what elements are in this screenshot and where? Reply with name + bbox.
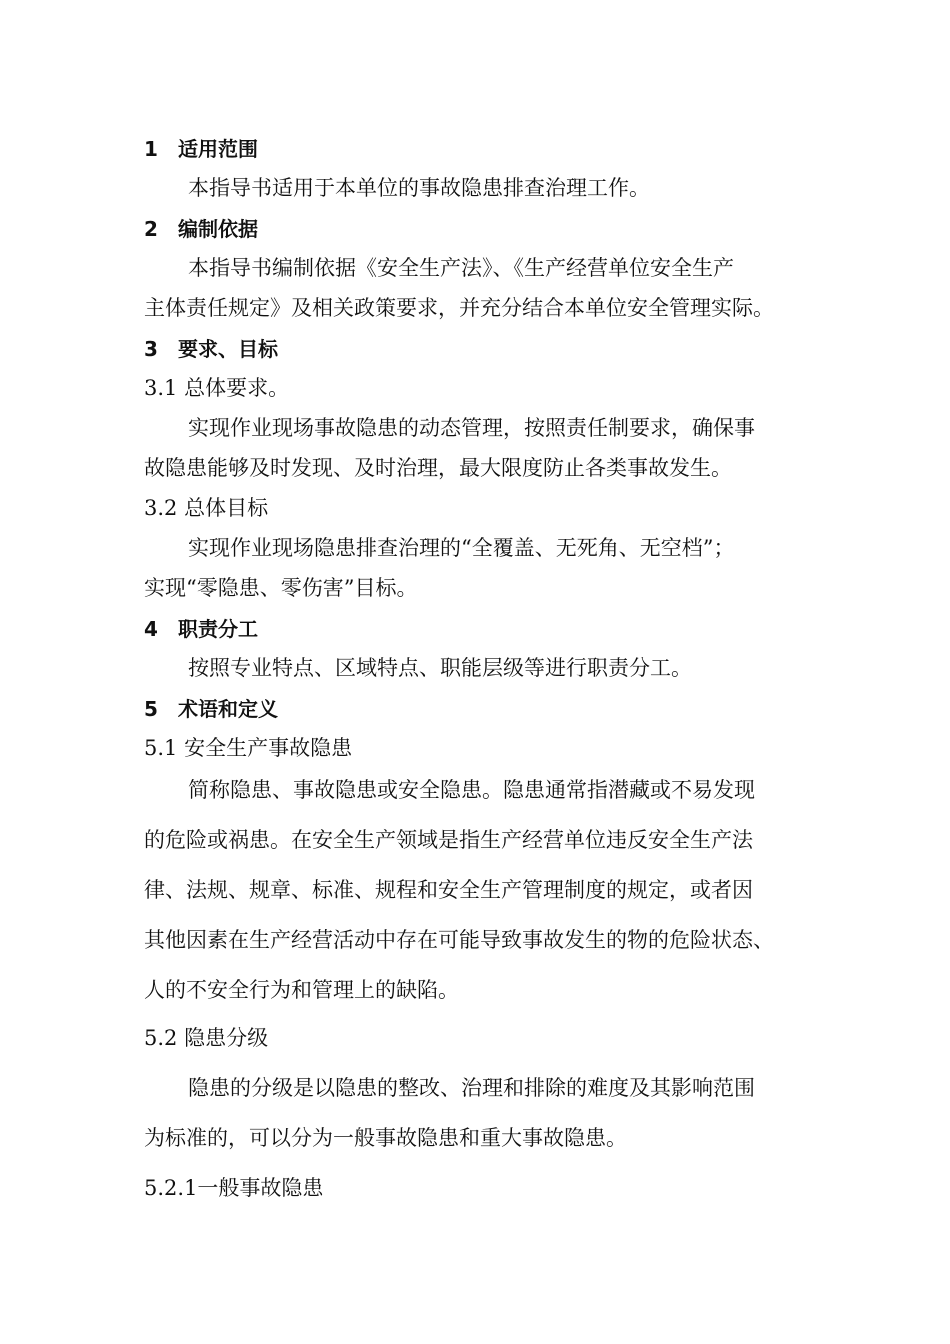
paragraph-line: 其他因素在生产经营活动中存在可能导致事故发生的物的危险状态、 bbox=[144, 928, 774, 952]
subsection-title: 3.1 总体要求。 bbox=[144, 376, 290, 400]
section-title: 要求、目标 bbox=[178, 337, 278, 361]
paragraph-line: 为标准的，可以分为一般事故隐患和重大事故隐患。 bbox=[144, 1126, 627, 1150]
paragraph-line: 实现作业现场隐患排查治理的“全覆盖、无死角、无空档”； bbox=[188, 536, 735, 560]
section-number: 4 bbox=[144, 617, 158, 641]
section-number: 3 bbox=[144, 337, 158, 361]
section-number: 5 bbox=[144, 697, 158, 721]
paragraph-line: 主体责任规定》及相关政策要求，并充分结合本单位安全管理实际。 bbox=[144, 296, 774, 320]
section-number: 1 bbox=[144, 137, 158, 161]
paragraph-line: 人的不安全行为和管理上的缺陷。 bbox=[144, 978, 459, 1002]
paragraph-line: 隐患的分级是以隐患的整改、治理和排除的难度及其影响范围 bbox=[188, 1076, 755, 1100]
section-heading-3 bbox=[144, 335, 824, 363]
section-title: 职责分工 bbox=[178, 617, 258, 641]
section-heading-4 bbox=[144, 615, 824, 643]
paragraph-line: 律、法规、规章、标准、规程和安全生产管理制度的规定，或者因 bbox=[144, 878, 753, 902]
section-title: 适用范围 bbox=[178, 137, 258, 161]
section-heading-1 bbox=[144, 135, 824, 163]
paragraph-line: 实现作业现场事故隐患的动态管理，按照责任制要求，确保事 bbox=[188, 416, 755, 440]
subsection-title: 5.1 安全生产事故隐患 bbox=[144, 736, 353, 760]
subsection-title: 3.2 总体目标 bbox=[144, 496, 269, 520]
subsection-title: 5.2 隐患分级 bbox=[144, 1026, 269, 1050]
paragraph-line: 本指导书适用于本单位的事故隐患排查治理工作。 bbox=[188, 176, 650, 200]
paragraph-line: 的危险或祸患。在安全生产领域是指生产经营单位违反安全生产法 bbox=[144, 828, 753, 852]
section-title: 编制依据 bbox=[178, 217, 258, 241]
section-heading-5 bbox=[144, 695, 824, 723]
paragraph-line: 简称隐患、事故隐患或安全隐患。隐患通常指潜藏或不易发现 bbox=[188, 778, 755, 802]
section-heading-2 bbox=[144, 215, 824, 243]
subsection-title: 5.2.1一般事故隐患 bbox=[144, 1176, 324, 1200]
paragraph-line: 按照专业特点、区域特点、职能层级等进行职责分工。 bbox=[188, 656, 692, 680]
section-number: 2 bbox=[144, 217, 158, 241]
paragraph-line: 实现“零隐患、零伤害”目标。 bbox=[144, 576, 418, 600]
paragraph-line: 本指导书编制依据《安全生产法》、《生产经营单位安全生产 bbox=[188, 256, 734, 280]
paragraph-line: 故隐患能够及时发现、及时治理，最大限度防止各类事故发生。 bbox=[144, 456, 732, 480]
section-title: 术语和定义 bbox=[178, 697, 278, 721]
